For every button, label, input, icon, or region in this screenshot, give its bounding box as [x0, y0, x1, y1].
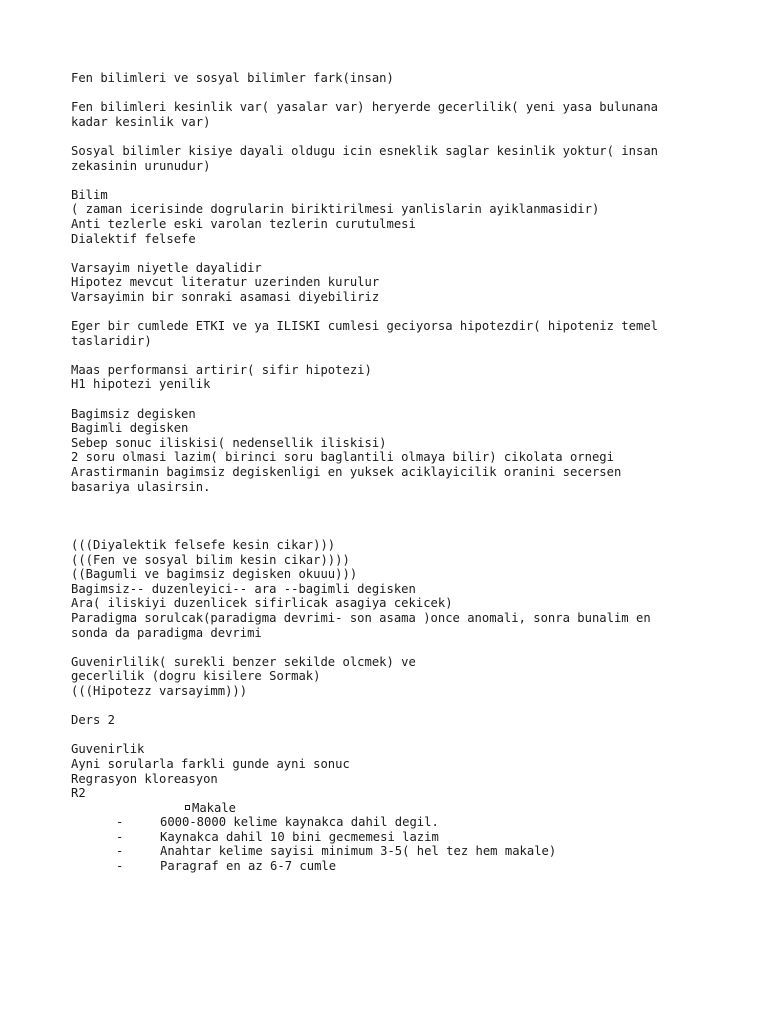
- text-line: Guvenirlilik( surekli benzer sekilde olcmek) ve: [71, 654, 416, 669]
- text-line: ( zaman icerisinde dogrularin biriktirilmesi yanlislarin ayiklanmasidir): [71, 202, 600, 217]
- paragraph-gap: [71, 129, 691, 144]
- text-line: Bagimsiz-- duzenleyici-- ara --bagimli degisken: [71, 581, 416, 596]
- text-line: Varsayimin bir sonraki asamasi diyebiliriz: [71, 289, 380, 304]
- text-line: taslaridir): [71, 333, 152, 348]
- text-line: ((Bagumli ve bagimsiz degisken okuuu))): [71, 567, 358, 582]
- text-line: gecerlilik (dogru kisilere Sormak): [71, 669, 321, 684]
- text-line: Bagimli degisken: [71, 421, 189, 436]
- paragraph-gap: [71, 305, 691, 320]
- text-line: Dialektif felsefe: [71, 231, 196, 246]
- dash-bullet-icon: -: [116, 829, 124, 844]
- text-line: Anti tezlerle eski varolan tezlerin curutulmesi: [71, 216, 416, 231]
- text-line: Arastirmanin bagimsiz degiskenligi en yuksek aciklayicilik oranini secersen: [71, 465, 622, 480]
- text-line: (((Hipotezz varsayimm))): [71, 683, 248, 698]
- text-line: Varsayim niyetle dayalidir: [71, 260, 262, 275]
- text-line: Guvenirlik: [71, 742, 145, 757]
- paragraph-gap: [71, 640, 691, 655]
- paragraph-gap: [71, 523, 691, 538]
- subheading-row: [71, 801, 691, 816]
- dash-bullet-icon: -: [116, 844, 124, 859]
- text-line: Sosyal bilimler kisiye dayali oldugu icin esneklik saglar kesinlik yoktur( insan: [71, 143, 658, 158]
- list-item-text: Anahtar kelime sayisi minimum 3-5( hel tez hem makale): [160, 844, 557, 859]
- list-item: [71, 844, 691, 859]
- text-line: H1 hipotezi yenilik: [71, 377, 211, 392]
- text-line: R2: [71, 786, 86, 801]
- list-item-text: Kaynakca dahil 10 bini gecmemesi lazim: [160, 829, 439, 844]
- text-line: (((Diyalektik felsefe kesin cikar))): [71, 538, 336, 552]
- paragraph-gap: [71, 86, 691, 101]
- text-line: Bagimsiz degisken: [71, 406, 196, 421]
- text-line: Bilim: [71, 187, 108, 202]
- text-line: Fen bilimleri ve sosyal bilimler fark(insan): [71, 71, 394, 85]
- text-line: Eger bir cumlede ETKI ve ya ILISKI cumlesi geciyorsa hipotezdir( hipoteniz temel: [71, 319, 658, 334]
- text-line: Paradigma sorulcak(paradigma devrimi- son asama )once anomali, sonra bunalim en: [71, 610, 651, 625]
- text-line: 2 soru olmasi lazim( birinci soru baglantili olmaya bilir) cikolata ornegi: [71, 450, 614, 465]
- text-line: sonda da paradigma devrimi: [71, 625, 262, 640]
- text-line: [71, 509, 691, 524]
- text-line: Hipotez mevcut literatur uzerinden kurulur: [71, 275, 380, 290]
- document-body: [71, 71, 691, 874]
- list-item: [71, 859, 691, 874]
- text-line: kadar kesinlik var): [71, 114, 211, 129]
- text-line: Sebep sonuc iliskisi( nedensellik iliskisi): [71, 435, 387, 450]
- text-line: Ayni sorularla farkli gunde ayni sonuc: [71, 756, 350, 771]
- dash-bullet-icon: -: [116, 815, 124, 830]
- paragraph-gap: [71, 728, 691, 743]
- list-item: [71, 815, 691, 830]
- dash-bullet-icon: -: [116, 859, 124, 874]
- text-line: Maas performansi artirir( sifir hipotezi): [71, 362, 372, 377]
- list-item-text: 6000-8000 kelime kaynakca dahil degil.: [160, 815, 439, 830]
- text-line: (((Fen ve sosyal bilim kesin cikar)))): [71, 552, 350, 567]
- text-line: Ara( iliskiyi duzenlicek sifirlicak asagiya cekicek): [71, 596, 453, 611]
- subheading-text: Makale: [192, 800, 237, 815]
- text-line: Regrasyon kloreasyon: [71, 771, 218, 786]
- list-item: [71, 830, 691, 845]
- paragraph-gap: [71, 348, 691, 363]
- paragraph-gap: [71, 173, 691, 188]
- text-line: Fen bilimleri kesinlik var( yasalar var) heryerde gecerlilik( yeni yasa bulunana: [71, 100, 658, 115]
- text-line: Ders 2: [71, 713, 116, 728]
- paragraph-gap: [71, 392, 691, 407]
- paragraph-gap: [71, 246, 691, 261]
- square-bullet-icon: [185, 805, 190, 810]
- paragraph-gap: [71, 494, 691, 509]
- text-line: zekasinin urunudur): [71, 158, 211, 173]
- text-line: basariya ulasirsin.: [71, 479, 211, 494]
- paragraph-gap: [71, 699, 691, 714]
- list-item-text: Paragraf en az 6-7 cumle: [160, 859, 337, 874]
